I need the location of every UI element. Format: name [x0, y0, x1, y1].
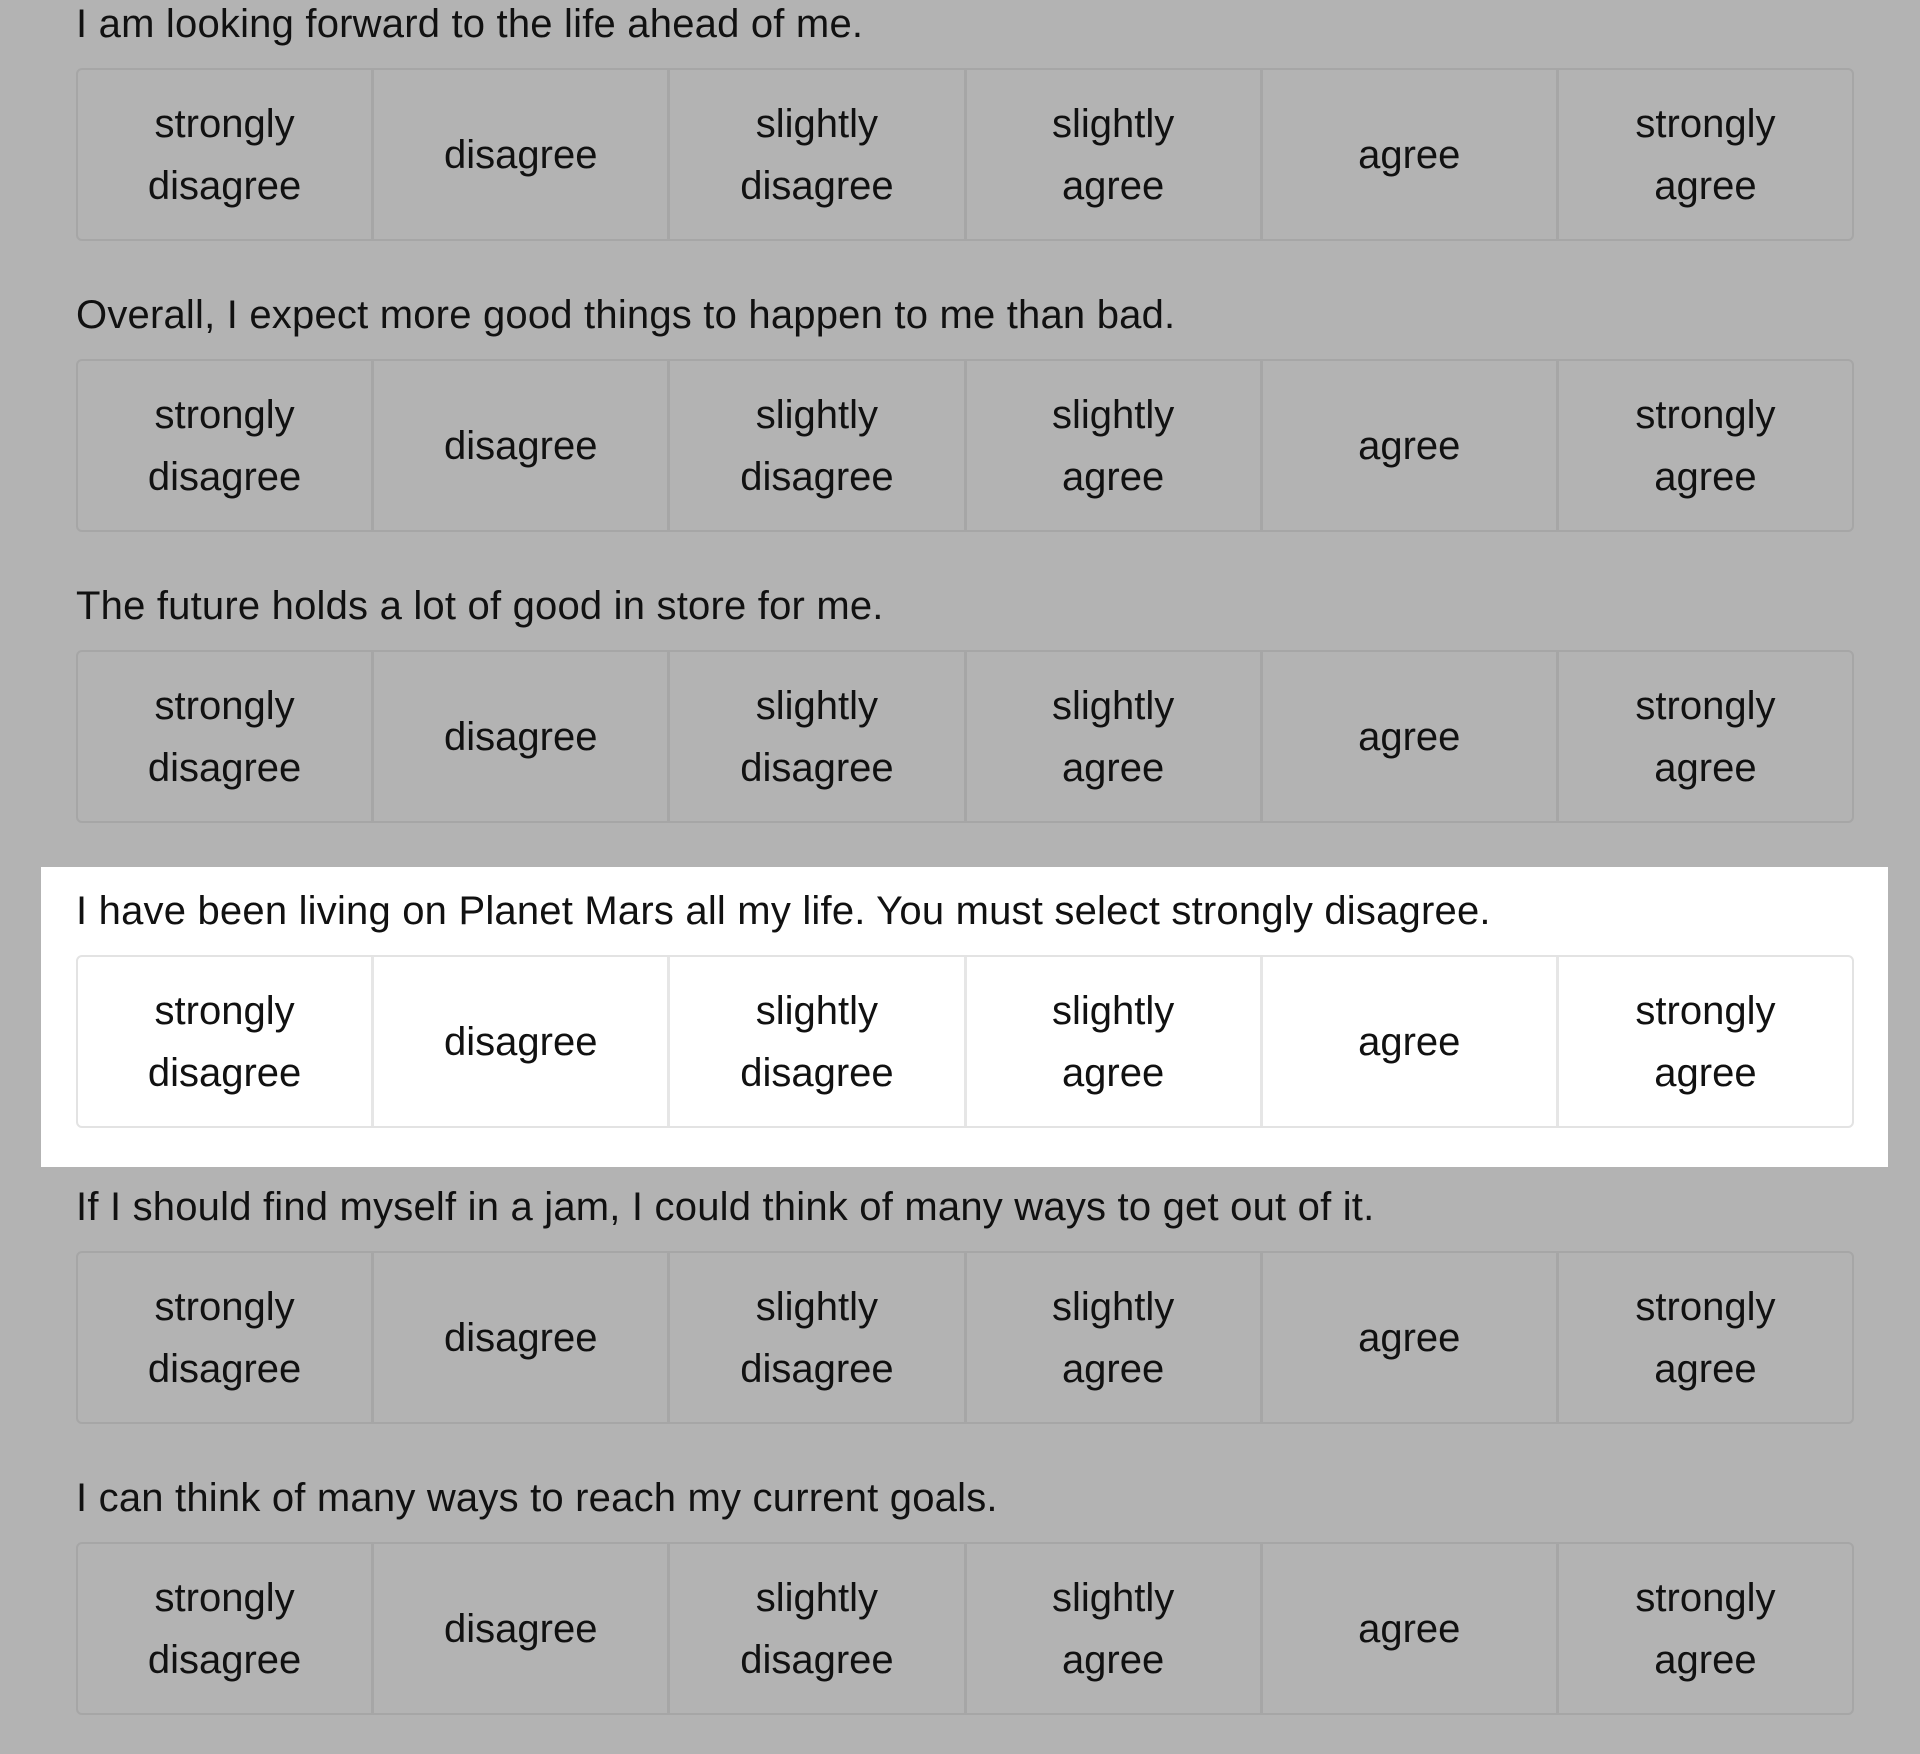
- option-label: [1052, 1276, 1174, 1400]
- option-disagree[interactable]: [374, 652, 670, 821]
- option-slightly-agree[interactable]: [967, 70, 1263, 239]
- option-strongly-agree[interactable]: [1559, 652, 1852, 821]
- option-label: [148, 384, 301, 508]
- option-slightly-agree[interactable]: [967, 957, 1263, 1126]
- option-label: [740, 1567, 893, 1691]
- option-label: [444, 415, 597, 477]
- option-label-line1: slightly: [1051, 988, 1175, 1033]
- likert-scale: [76, 1251, 1854, 1424]
- option-label: [1052, 93, 1174, 217]
- option-strongly-agree[interactable]: [1559, 361, 1852, 530]
- question-item: [41, 1163, 1888, 1463]
- option-label-line1: agree: [1358, 132, 1461, 177]
- option-slightly-agree[interactable]: [967, 1544, 1263, 1713]
- option-strongly-agree[interactable]: [1559, 1544, 1852, 1713]
- option-label: [740, 384, 893, 508]
- option-agree[interactable]: [1263, 957, 1559, 1126]
- option-slightly-agree[interactable]: [967, 652, 1263, 821]
- option-strongly-disagree[interactable]: [78, 1544, 374, 1713]
- option-label-line1: slightly: [755, 392, 879, 437]
- option-label: [148, 675, 301, 799]
- option-label-line1: strongly: [1635, 988, 1776, 1033]
- likert-scale: [76, 359, 1854, 532]
- option-label-line2: disagree: [147, 745, 302, 790]
- option-label-line1: slightly: [755, 683, 879, 728]
- option-slightly-agree[interactable]: [967, 361, 1263, 530]
- option-slightly-agree[interactable]: [967, 1253, 1263, 1422]
- option-disagree[interactable]: [374, 1253, 670, 1422]
- likert-scale: [76, 955, 1854, 1128]
- option-label: [1635, 1567, 1775, 1691]
- option-label: [1052, 980, 1174, 1104]
- option-strongly-disagree[interactable]: [78, 1253, 374, 1422]
- option-label-line1: strongly: [154, 683, 295, 728]
- question-text: I am looking forward to the life ahead of me.: [76, 2, 864, 46]
- likert-scale: [76, 650, 1854, 823]
- option-strongly-disagree[interactable]: [78, 652, 374, 821]
- option-label-line1: slightly: [755, 1284, 879, 1329]
- option-label-line1: disagree: [444, 714, 598, 759]
- option-label-line1: slightly: [755, 1575, 879, 1620]
- option-label-line1: strongly: [1635, 1284, 1776, 1329]
- option-agree[interactable]: [1263, 652, 1559, 821]
- likert-scale: [76, 1542, 1854, 1715]
- option-label-line1: agree: [1358, 1019, 1461, 1064]
- question-text: If I should find myself in a jam, I could think of many ways to get out of it.: [76, 1185, 1375, 1229]
- question-item: [41, 0, 1888, 280]
- option-label-line2: disagree: [147, 1637, 302, 1682]
- option-label-line1: strongly: [1635, 101, 1776, 146]
- option-label-line2: disagree: [147, 1050, 302, 1095]
- option-disagree[interactable]: [374, 70, 670, 239]
- option-slightly-disagree[interactable]: [670, 652, 966, 821]
- option-label: [740, 675, 893, 799]
- question-text: I can think of many ways to reach my current goals.: [76, 1476, 998, 1520]
- option-label-line1: disagree: [444, 423, 598, 468]
- option-label-line2: agree: [1654, 454, 1757, 499]
- question-text: Overall, I expect more good things to happen to me than bad.: [76, 293, 1176, 337]
- option-label: [1358, 1307, 1460, 1369]
- option-label-line1: slightly: [1051, 1284, 1175, 1329]
- option-agree[interactable]: [1263, 1544, 1559, 1713]
- option-label-line1: agree: [1358, 714, 1461, 759]
- option-disagree[interactable]: [374, 1544, 670, 1713]
- option-label-line2: disagree: [740, 1637, 894, 1682]
- option-label-line1: agree: [1358, 423, 1461, 468]
- question-item: [41, 562, 1888, 862]
- option-label-line2: agree: [1061, 1637, 1165, 1682]
- option-label-line1: slightly: [1051, 1575, 1175, 1620]
- option-label-line1: strongly: [1635, 683, 1776, 728]
- option-label-line1: strongly: [154, 392, 295, 437]
- option-label-line1: slightly: [1051, 392, 1175, 437]
- option-label-line1: strongly: [154, 101, 295, 146]
- option-label-line2: agree: [1061, 1346, 1165, 1391]
- option-label: [1358, 415, 1460, 477]
- question-item: [41, 271, 1888, 571]
- option-slightly-disagree[interactable]: [670, 1544, 966, 1713]
- option-strongly-disagree[interactable]: [78, 361, 374, 530]
- option-label: [1358, 124, 1460, 186]
- option-strongly-agree[interactable]: [1559, 1253, 1852, 1422]
- option-label: [444, 1011, 597, 1073]
- option-label-line2: agree: [1654, 1050, 1757, 1095]
- option-label: [1635, 980, 1775, 1104]
- option-label-line1: slightly: [1051, 101, 1175, 146]
- option-slightly-disagree[interactable]: [670, 1253, 966, 1422]
- option-label: [444, 1307, 597, 1369]
- option-disagree[interactable]: [374, 957, 670, 1126]
- option-strongly-disagree[interactable]: [78, 957, 374, 1126]
- option-label: [148, 1276, 301, 1400]
- option-label: [1052, 675, 1174, 799]
- option-label-line2: agree: [1061, 163, 1165, 208]
- option-label: [740, 1276, 893, 1400]
- option-label-line2: agree: [1654, 163, 1757, 208]
- option-label-line1: disagree: [444, 1315, 598, 1360]
- likert-scale: [76, 68, 1854, 241]
- option-label: [444, 706, 597, 768]
- option-label-line2: disagree: [740, 163, 894, 208]
- option-label-line1: strongly: [1635, 392, 1776, 437]
- option-label: [1358, 1598, 1460, 1660]
- option-label-line2: disagree: [147, 454, 302, 499]
- option-strongly-agree[interactable]: [1559, 70, 1852, 239]
- option-slightly-disagree[interactable]: [670, 361, 966, 530]
- option-label-line1: disagree: [444, 132, 598, 177]
- option-label-line1: agree: [1358, 1315, 1461, 1360]
- option-label: [1635, 675, 1775, 799]
- option-agree[interactable]: [1263, 70, 1559, 239]
- option-label: [1052, 1567, 1174, 1691]
- option-label-line2: agree: [1061, 454, 1165, 499]
- option-label-line2: agree: [1061, 745, 1165, 790]
- option-label-line2: agree: [1654, 1637, 1757, 1682]
- option-label: [1635, 93, 1775, 217]
- option-label-line2: disagree: [740, 1346, 894, 1391]
- option-label: [444, 124, 597, 186]
- option-label: [1358, 706, 1460, 768]
- option-slightly-disagree[interactable]: [670, 957, 966, 1126]
- question-text: The future holds a lot of good in store for me.: [76, 584, 884, 628]
- option-label-line2: disagree: [147, 1346, 302, 1391]
- option-label-line1: disagree: [444, 1019, 598, 1064]
- option-agree[interactable]: [1263, 1253, 1559, 1422]
- option-label-line2: agree: [1061, 1050, 1165, 1095]
- question-item: [41, 1454, 1888, 1754]
- option-label-line1: slightly: [755, 988, 879, 1033]
- option-label-line1: strongly: [1635, 1575, 1776, 1620]
- option-label-line1: disagree: [444, 1606, 598, 1651]
- option-disagree[interactable]: [374, 361, 670, 530]
- option-label-line1: agree: [1358, 1606, 1461, 1651]
- option-label: [1635, 1276, 1775, 1400]
- option-label-line2: agree: [1654, 745, 1757, 790]
- option-label: [148, 93, 301, 217]
- option-label: [1052, 384, 1174, 508]
- option-label-line1: strongly: [154, 1575, 295, 1620]
- option-agree[interactable]: [1263, 361, 1559, 530]
- option-strongly-disagree[interactable]: [78, 70, 374, 239]
- option-slightly-disagree[interactable]: [670, 70, 966, 239]
- option-label: [740, 93, 893, 217]
- option-label-line2: disagree: [740, 454, 894, 499]
- option-label-line1: strongly: [154, 988, 295, 1033]
- option-label: [1358, 1011, 1460, 1073]
- option-label: [444, 1598, 597, 1660]
- option-label-line1: strongly: [154, 1284, 295, 1329]
- option-label-line1: slightly: [1051, 683, 1175, 728]
- question-item-highlighted: [41, 867, 1888, 1167]
- option-label-line1: slightly: [755, 101, 879, 146]
- option-label: [148, 980, 301, 1104]
- option-label-line2: disagree: [740, 745, 894, 790]
- option-strongly-agree[interactable]: [1559, 957, 1852, 1126]
- question-text: I have been living on Planet Mars all my life. You must select strongly disagree.: [76, 889, 1491, 933]
- option-label-line2: disagree: [147, 163, 302, 208]
- option-label-line2: disagree: [740, 1050, 894, 1095]
- option-label-line2: agree: [1654, 1346, 1757, 1391]
- option-label: [148, 1567, 301, 1691]
- option-label: [740, 980, 893, 1104]
- option-label: [1635, 384, 1775, 508]
